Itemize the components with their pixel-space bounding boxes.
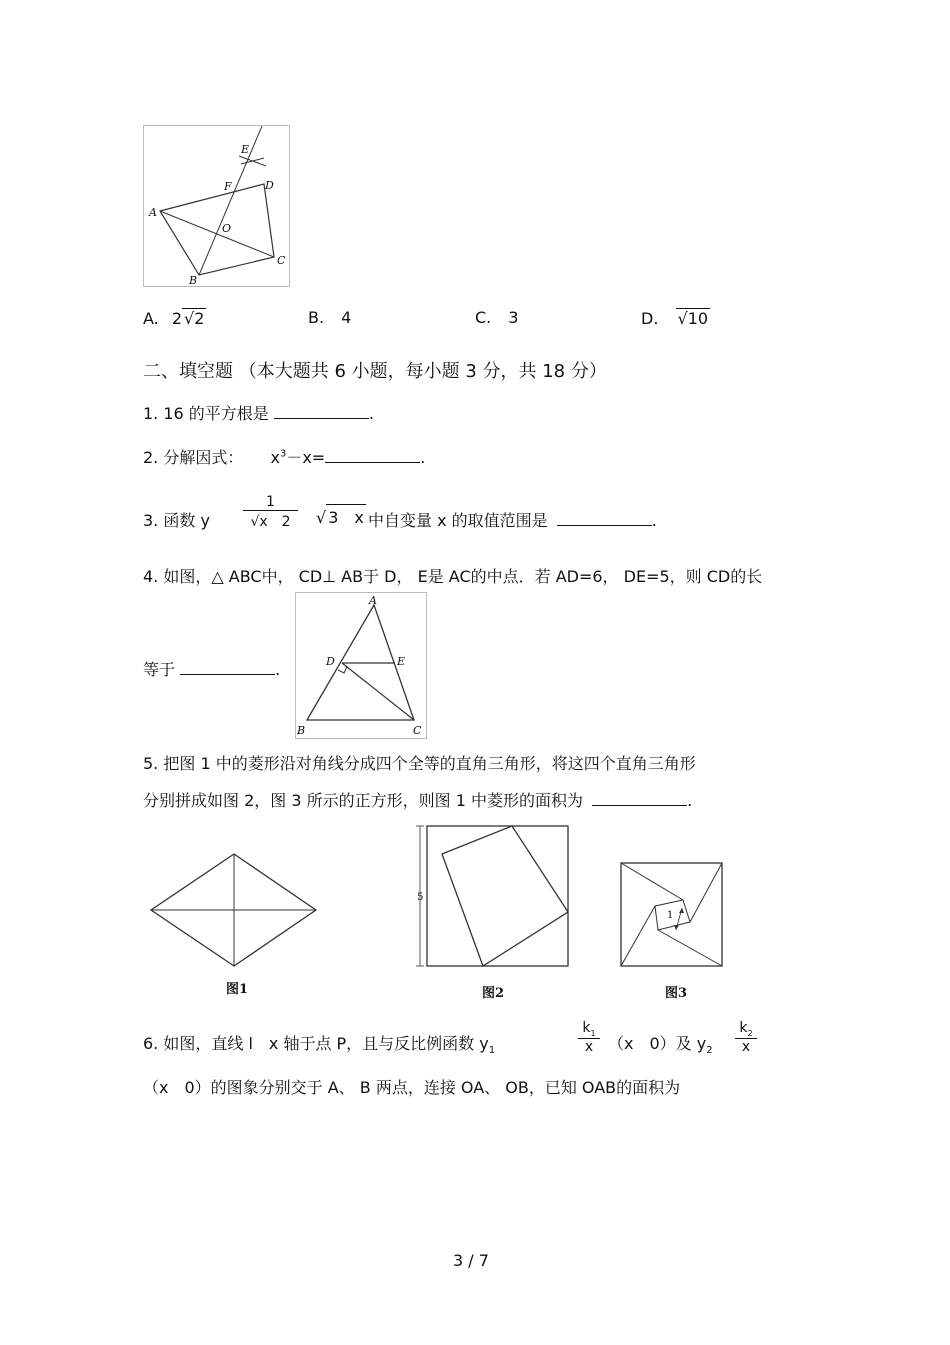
caption-fig3: 图3	[665, 986, 688, 1001]
question-5-line1: 5. 把图 1 中的菱形沿对角线分成四个全等的直角三角形，将这四个直角三角形	[143, 754, 696, 773]
question-3: 3. 函数 y	[143, 511, 210, 530]
label-A: A	[369, 594, 377, 607]
square-figure-3	[618, 860, 726, 970]
section-title: 二、填空题 （本大题共 6 小题，每小题 3 分，共 18 分）	[143, 361, 607, 382]
answer-blank[interactable]	[325, 448, 420, 463]
rhombus-figure	[148, 850, 320, 970]
dim-5-label: 5	[417, 892, 424, 903]
choice-d: D. √10	[641, 309, 709, 328]
answer-blank[interactable]	[592, 791, 687, 806]
question-2: 2. 分解因式： $x^3-x=$ .	[143, 448, 426, 467]
choice-a: A. 2 √2	[143, 309, 205, 328]
question-6-cond: （x 0）及 $y_2$	[608, 1034, 713, 1057]
sqrt-expr: √ 3 x	[316, 504, 366, 528]
label-A: A	[149, 206, 157, 219]
triangle-figure	[295, 592, 427, 739]
label-E: E	[397, 655, 406, 668]
label-E: E	[241, 143, 250, 156]
fraction-k2: $\frac{k_2}{x}$	[735, 1020, 757, 1055]
fraction-k1: $\frac{k_1}{x}$	[578, 1020, 600, 1055]
answer-blank[interactable]	[557, 511, 652, 526]
caption-fig2: 图2	[482, 986, 505, 1001]
label-B: B	[297, 724, 306, 737]
quadrilateral-svg	[144, 126, 289, 286]
question-6-line1: 6. 如图，直线 l x 轴于点 P，且与反比例函数 $y_1$	[143, 1034, 496, 1057]
sqrt-icon: √2	[184, 309, 205, 328]
question-4-line2: 等于 .	[143, 660, 281, 679]
question-3-tail: 中自变量 x 的取值范围是 .	[368, 511, 657, 530]
quadrilateral-figure	[143, 125, 290, 287]
caption-fig1: 图1	[226, 982, 249, 997]
label-D: D	[265, 179, 274, 192]
choice-b: B. 4	[308, 308, 352, 327]
question-4: 4. 如图，△ ABC中， CD⊥ AB于 D， E是 AC的中点．若 AD=6， DE=5，则 CD的长	[143, 567, 763, 586]
label-F: F	[224, 180, 232, 193]
page-number: 3 / 7	[453, 1251, 489, 1270]
question-6-line2: （x 0）的图象分别交于 A、 B 两点，连接 OA、 OB，已知 OAB的面积为	[143, 1078, 681, 1097]
label-C: C	[413, 724, 422, 737]
triangle-svg	[296, 593, 426, 738]
dim-1-label: 1	[667, 910, 674, 921]
label-B: B	[189, 274, 198, 286]
question-1: 1. 16 的平方根是 .	[143, 404, 374, 423]
answer-blank[interactable]	[180, 660, 275, 675]
label-C: C	[277, 254, 286, 267]
fraction: $\frac{1}{√x 2}$	[243, 494, 298, 531]
choice-c: C. 3	[475, 308, 519, 327]
question-5-line2: 分别拼成如图 2，图 3 所示的正方形，则图 1 中菱形的面积为 .	[143, 791, 693, 810]
square-figure-2	[412, 822, 572, 970]
label-D: D	[326, 655, 335, 668]
answer-blank[interactable]	[274, 404, 369, 419]
label-O: O	[222, 222, 232, 235]
sqrt-icon: √10	[677, 309, 709, 328]
